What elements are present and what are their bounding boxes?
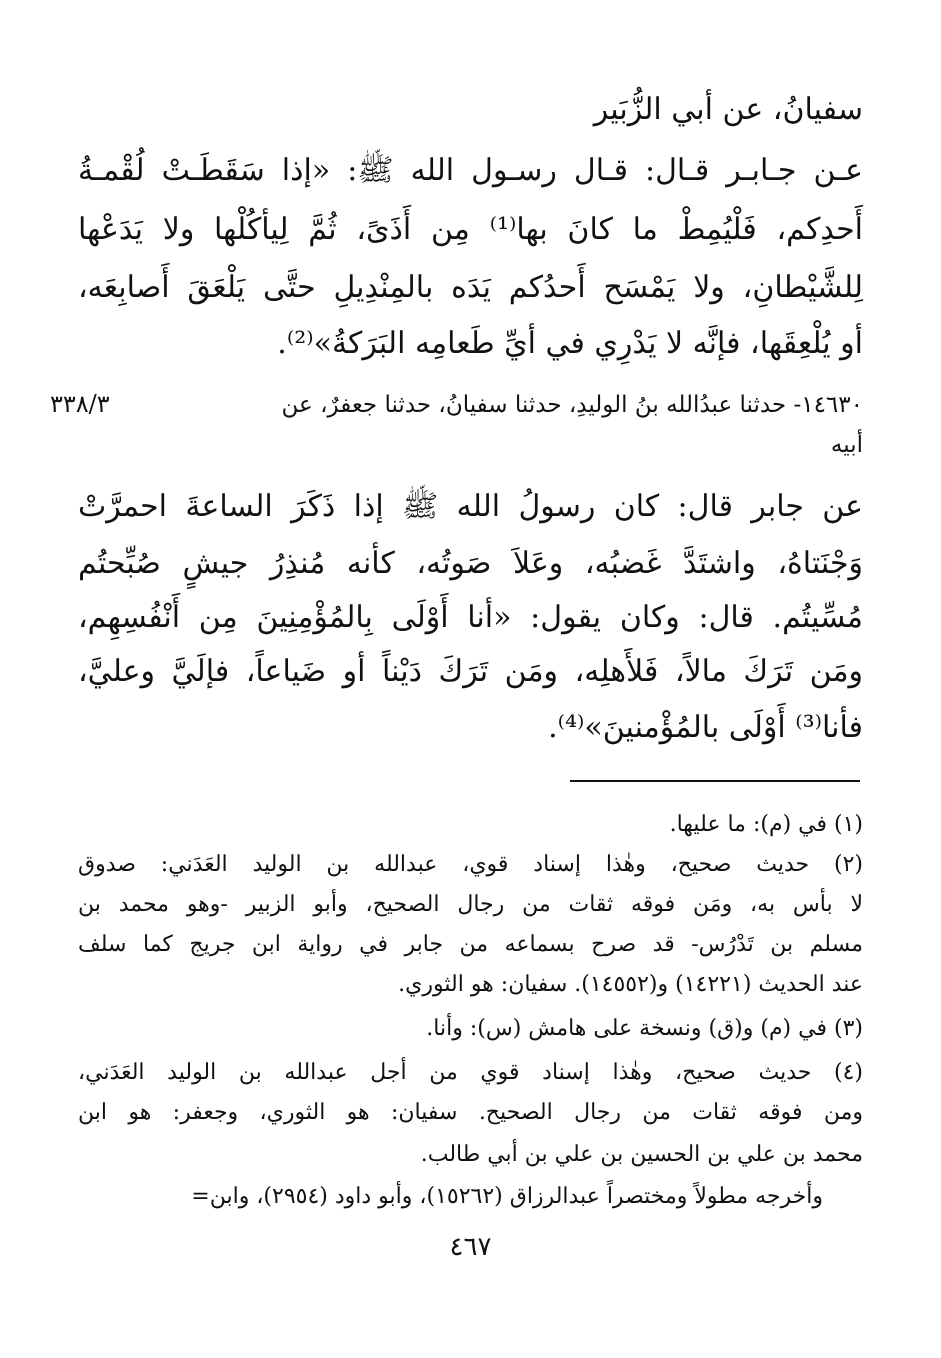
page-number: ٤٦٧ [449,1232,492,1262]
hadith-2-header-cont: أبيه [830,432,863,458]
footnote-divider [570,780,860,782]
footnote-line: محمد بن علي بن الحسين بن علي بن أبي طالب. [420,1142,863,1167]
footnote-line: لا بأس به، ومَن فوقه ثقات من رجال الصحيح، وأبو الزبير -وهو محمد بن [78,892,863,917]
footnote-line: (٢) حديث صحيح، وهٰذا إسناد قوي، عبدالله بن الوليد العَدَني: صدوق [78,852,863,877]
margin-reference: ٣٣٨/٣ [50,390,110,418]
hadith-1-line: عـن جـابـر قـال: قـال رسـول الله ﷺ: «إذا سَقَطَـتْ لُقْمـةُ [78,153,863,188]
hadith-2-line: فأنا⁽³⁾ أَوْلَى بالمُؤْمنينَ»⁽⁴⁾. [548,710,863,745]
footnote-line: (٤) حديث صحيح، وهٰذا إسناد قوي من أجل عبدالله بن الوليد العَدَني، [78,1060,863,1085]
footnote-line: ومن فوقه ثقات من رجال الصحيح. سفيان: هو الثوري، وجعفر: هو ابن [78,1100,863,1125]
hadith-2-line: وَجْنَتاهُ، واشتَدَّ غَضبُه، وعَلاَ صَوتُه، كأنه مُنذِرُ جيشٍ صُبِّحتُم [78,546,863,581]
hadith-2-line: مُسِّيتُم. قال: وكان يقول: «أنا أَوْلَى بِالمُؤْمِنِينَ مِن أَنْفُسِهِم، [78,600,863,635]
footnote-line: وأخرجه مطولاً ومختصراً عبدالرزاق (١٥٢٦٢)، وأبو داود (٢٩٥٤)، وابن= [191,1184,823,1209]
hadith-2-line: عن جابر قال: كان رسولُ الله ﷺ إذا ذَكَرَ الساعةَ احمرَّتْ [78,489,863,524]
hadith-2-line: ومَن تَرَكَ مالاً، فَلأَهلِه، ومَن تَرَكَ دَيْناً أو ضَياعاً، فإلَيَّ وعليَّ، [78,654,863,689]
footnote-line: (٣) في (م) و(ق) ونسخة على هامش (س): وأنا. [426,1016,863,1041]
footnote-line: مسلم بن تَدْرُس- قد صرح بسماعه من جابر في رواية ابن جريج كما سلف [78,932,863,957]
hadith-2-header: ١٤٦٣٠- حدثنا عبدُالله بنُ الوليدِ، حدثنا سفيانُ، حدثنا جعفرٌ، عن [281,392,863,418]
top-line: سفيانُ، عن أبي الزُّبَير [593,92,863,127]
footnote-line: (١) في (م): ما عليها. [669,812,863,837]
footnote-line: عند الحديث (١٤٢٢١) و(١٤٥٥٢). سفيان: هو الثوري. [398,972,863,997]
hadith-1-line: لِلشَّيْطانِ، ولا يَمْسَح أَحدُكم يَدَه بالمِنْدِيلِ حتَّى يَلْعَقَ أَصابِعَه، [78,270,863,305]
hadith-1-line: أو يُلْعِقَها، فإنَّه لا يَدْرِي في أيِّ طَعامِه البَرَكةُ»⁽²⁾. [277,326,863,361]
hadith-1-line: أَحدِكم، فَلْيُمِطْ ما كانَ بها⁽¹⁾ مِن أَذَىً، ثُمَّ لِيأكُلْها ولا يَدَعْها [78,212,864,247]
